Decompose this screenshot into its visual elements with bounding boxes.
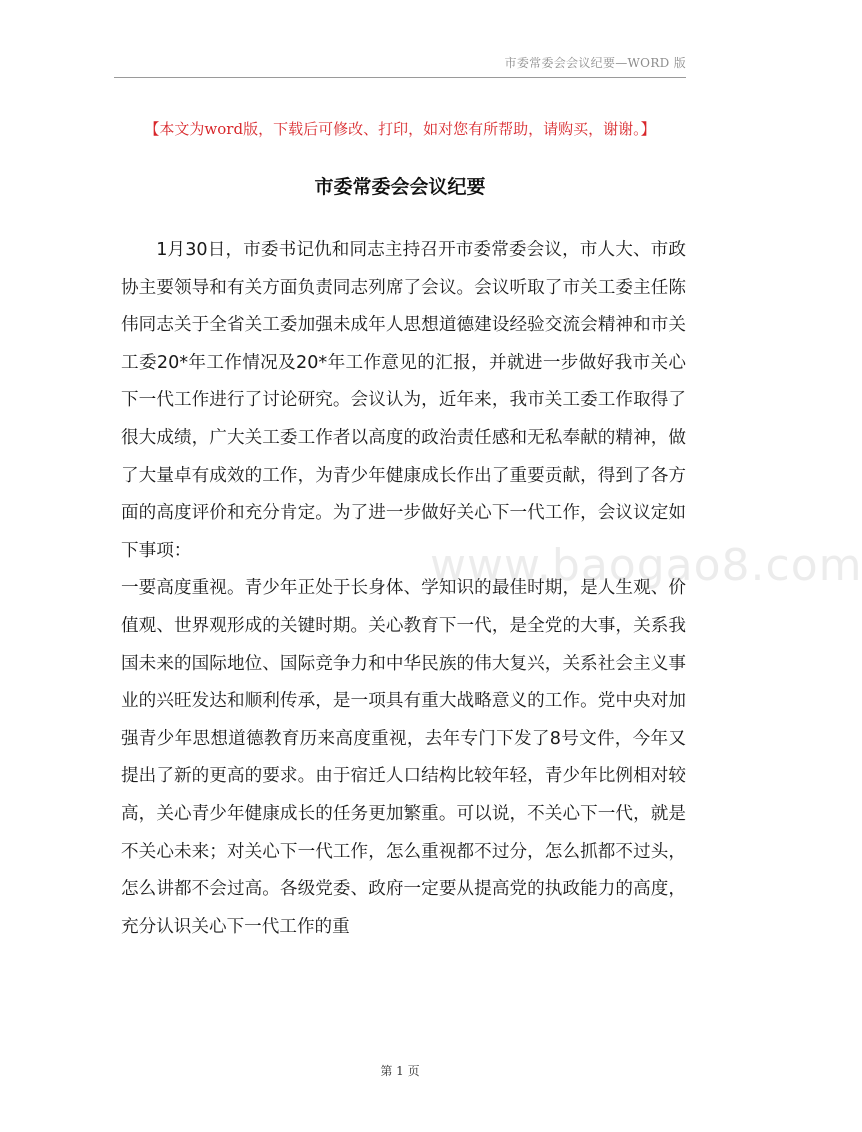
body-paragraph: 1月30日，市委书记仇和同志主持召开市委常委会议，市人大、市政协主要领导和有关方面负责同志列席了会议。会议听取了市关工委主任陈伟同志关于全省关工委加强未成年人思想道德建设经验交流会精神和市关工委20*年工作情况及20*年工作意见的汇报，并就进一步做好我市关心下一代工作进行了讨论研究。会议认为，近年来，我市关工委工作取得了很大成绩，广大关工委工作者以高度的政治责任感和无私奉献的精神，做了大量卓有成效的工作，为青少年健康成长作出了重要贡献，得到了各方面的高度评价和充分肯定。为了进一步做好关心下一代工作，会议议定如下事项： <box>121 240 686 561</box>
running-header: 市委常委会会议纪要—WORD 版 <box>504 56 686 70</box>
site-watermark: www.baogao8.com <box>430 540 862 591</box>
body-paragraph: 一要高度重视。青少年正处于长身体、学知识的最佳时期，是人生观、价值观、世界观形成的关键时期。关心教育下一代，是全党的大事，关系我国未来的国际地位、国际竞争力和中华民族的伟大复兴，关系社会主义事业的兴旺发达和顺利传承，是一项具有重大战略意义的工作。党中央对加强青少年思想道德教育历来高度重视，去年专门下发了8号文件，今年又提出了新的更高的要求。由于宿迁人口结构比较年轻，青少年比例相对较高，关心青少年健康成长的任务更加繁重。可以说，不关心下一代，就是不关心未来；对关心下一代工作，怎么重视都不过分，怎么抓都不过头，怎么讲都不会过高。各级党委、政府一定要从提高党的执政能力的高度，充分认识关心下一代工作的重 <box>121 578 686 937</box>
purchase-notice: 【本文为word版，下载后可修改、打印，如对您有所帮助，请购买，谢谢。】 <box>144 120 656 138</box>
page-number: 第 1 页 <box>380 1064 420 1078</box>
header-divider <box>114 77 686 78</box>
document-title: 市委常委会会议纪要 <box>314 176 486 198</box>
